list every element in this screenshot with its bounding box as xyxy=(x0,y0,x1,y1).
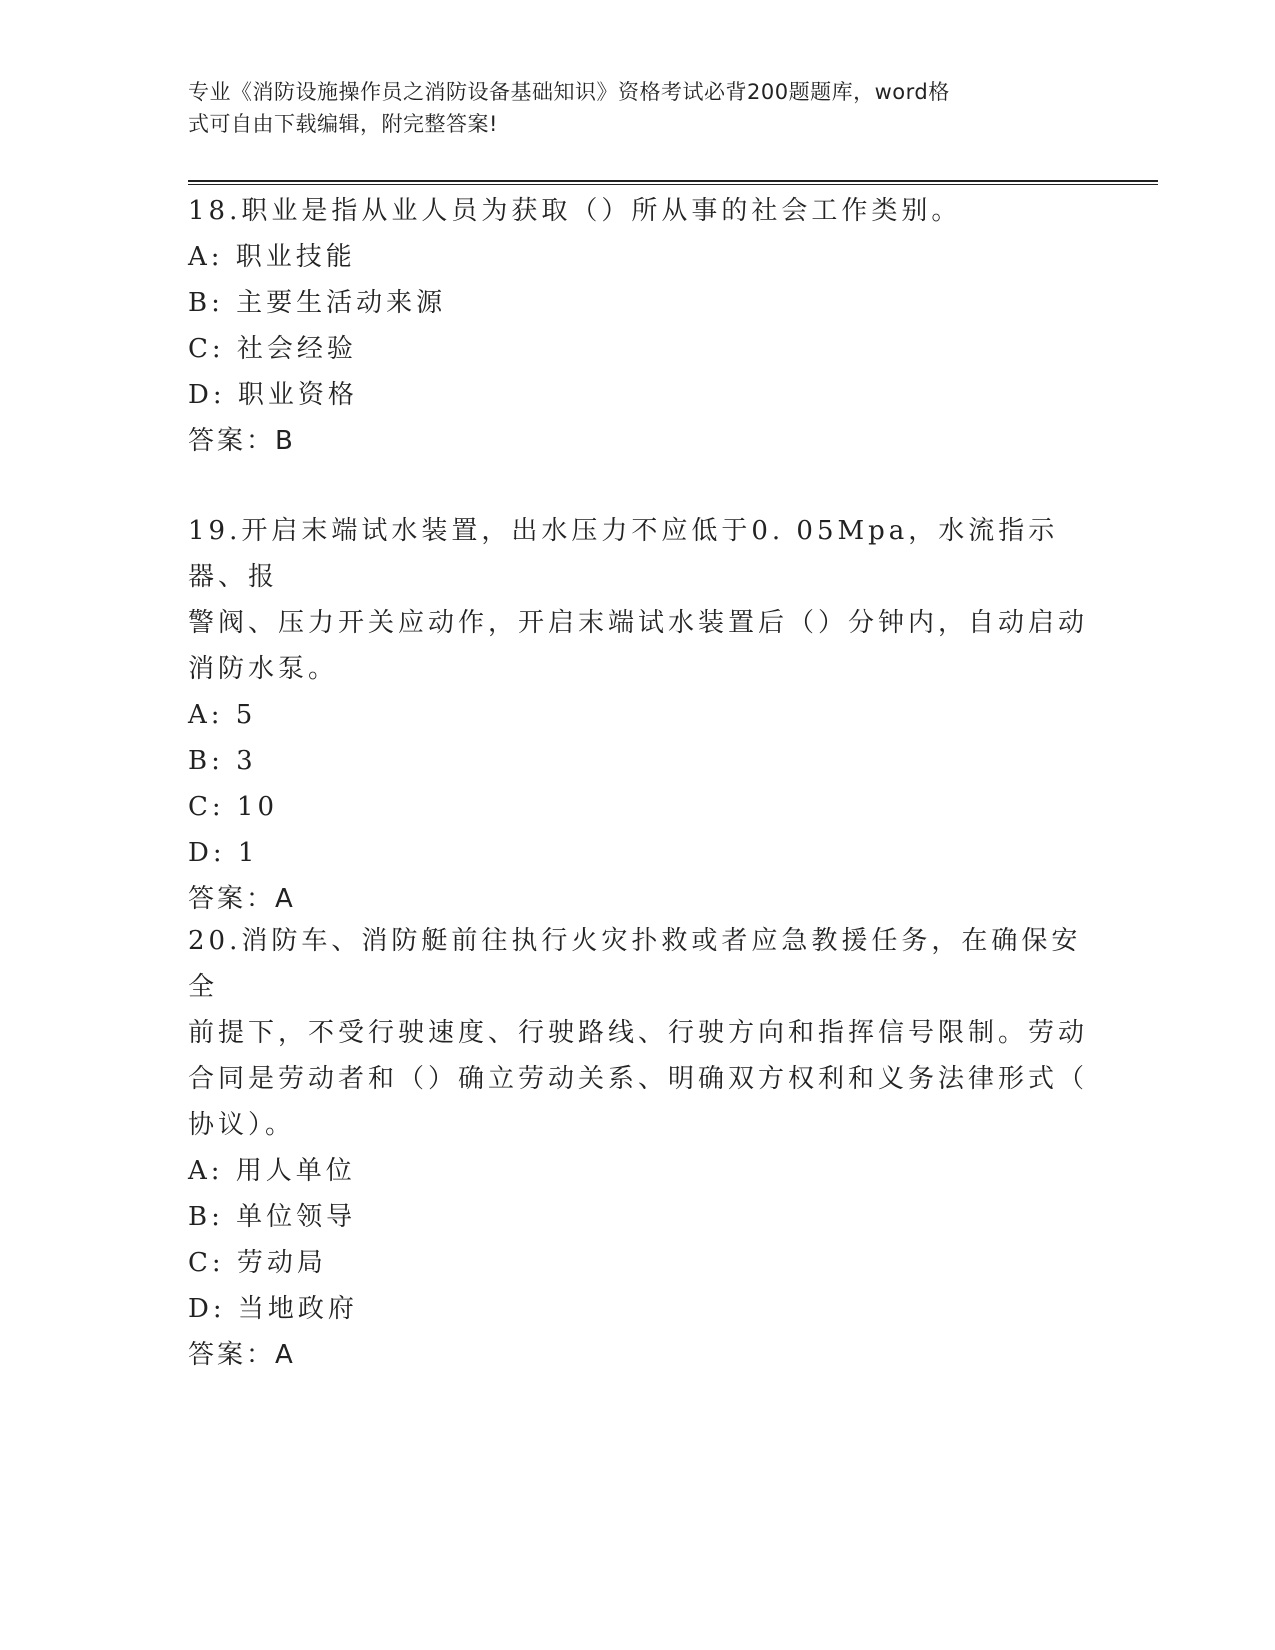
option-b: B: 3 xyxy=(188,746,257,776)
question-stem-line: 合同是劳动者和（）确立劳动关系、明确双方权利和义务法律形式（ xyxy=(188,1064,1089,1094)
question-stem-line: 前提下，不受行驶速度、行驶路线、行驶方向和指挥信号限制。劳动 xyxy=(188,1018,1089,1048)
header-divider-thick xyxy=(188,180,1158,182)
question-20 xyxy=(188,918,1088,1378)
header-divider-thin xyxy=(188,184,1158,185)
document-header xyxy=(188,76,1068,140)
question-stem-line: 消防水泵。 xyxy=(188,654,339,684)
question-18 xyxy=(188,188,1088,464)
option-b: B: 单位领导 xyxy=(188,1202,357,1232)
option-c: C: 劳动局 xyxy=(188,1248,327,1278)
header-line-2: 式可自由下载编辑，附完整答案! xyxy=(188,112,498,136)
question-stem-line: 20.消防车、消防艇前往执行火灾扑救或者应急教援任务，在确保安全 xyxy=(188,926,1082,1002)
option-a: A: 职业技能 xyxy=(188,242,356,272)
answer: 答案：A xyxy=(188,1340,296,1370)
option-c: C: 10 xyxy=(188,792,279,822)
option-c: C: 社会经验 xyxy=(188,334,357,364)
question-stem-line: 警阀、压力开关应动作，开启末端试水装置后（）分钟内，自动启动 xyxy=(188,608,1089,638)
option-a: A: 5 xyxy=(188,700,257,730)
option-a: A: 用人单位 xyxy=(188,1156,356,1186)
header-line-1: 专业《消防设施操作员之消防设备基础知识》资格考试必背200题题库，word格 xyxy=(188,80,950,104)
question-stem-line: 18.职业是指从业人员为获取（）所从事的社会工作类别。 xyxy=(188,196,962,226)
option-b: B: 主要生活动来源 xyxy=(188,288,447,318)
option-d: D: 当地政府 xyxy=(188,1294,358,1324)
answer: 答案：B xyxy=(188,426,296,456)
question-19 xyxy=(188,508,1088,922)
option-d: D: 职业资格 xyxy=(188,380,358,410)
question-stem-line: 协议）。 xyxy=(188,1110,296,1140)
option-d: D: 1 xyxy=(188,838,259,868)
answer: 答案：A xyxy=(188,884,296,914)
question-stem-line: 19.开启末端试水装置，出水压力不应低于0. 05Mpa，水流指示器、报 xyxy=(188,516,1059,592)
